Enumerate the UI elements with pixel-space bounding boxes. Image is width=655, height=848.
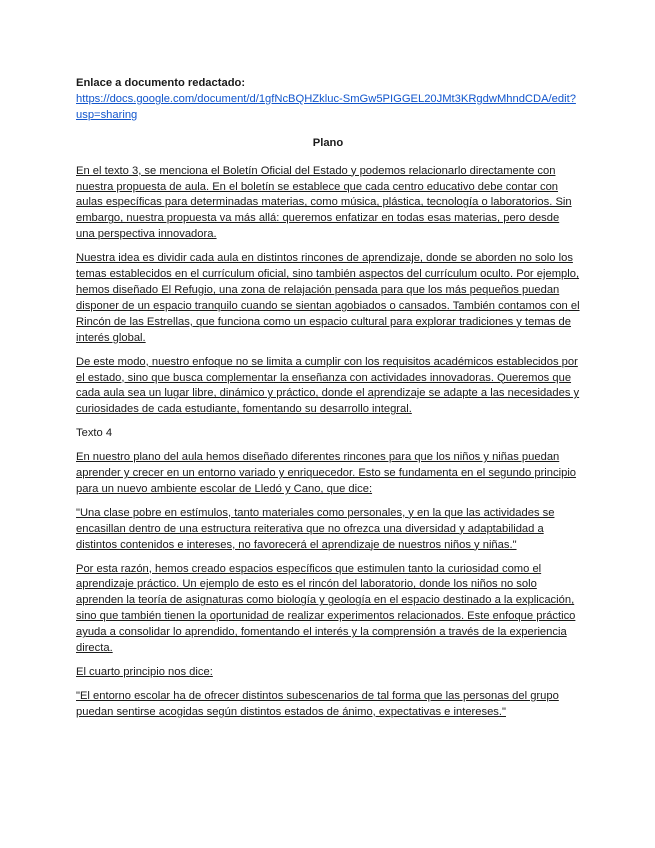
paragraph-laboratorio: Por esta razón, hemos creado espacios específicos que estimulen tanto la curiosidad como el aprendizaje práctico. Un ejemplo de esto es el rincón del laboratorio, donde los niños no solo aprenden la teoría de asignaturas como biología y geología en el espacio destinado a la explicación, sino que también tienen la oportunidad de realizar experimentos relacionados. Este enfoque práctico ayuda a consolidar lo aprendido, fomentando el interés y la comprensión a través de la experiencia directa. [76,562,576,655]
link-heading: Enlace a documento redactado: [76,77,246,89]
paragraph-plano-aula: En nuestro plano del aula hemos diseñado diferentes rincones para que los niños y niñas puedan aprender y crecer en un entorno variado y enriquecedor. Esto se fundamenta en el segundo principio para un nuevo ambiente escolar de Lledó y Cano, que dice: [76,451,577,495]
paragraph-texto3: En el texto 3, se menciona el Boletín Oficial del Estado y podemos relacionarlo directamente con nuestra propuesta de aula. En el boletín se establece que cada centro educativo debe contar con aulas específicas para determinadas materias, como música, plástica, tecnología o laboratorios. Sin embargo, nuestra propuesta va más allá: queremos enfatizar en todas esas materias, pero desde una perspectiva innovadora. [76,164,572,241]
paragraph-enfoque: De este modo, nuestro enfoque no se limita a cumplir con los requisitos académicos establecidos por el estado, sino que busca complementar la enseñanza con actividades innovadoras. Queremos que cada aula sea un lugar libre, dinámico y práctico, donde el aprendizaje se adapte a las necesidades y curiosidades de cada estudiante, fomentando su desarrollo integral. [76,355,580,416]
quote-segundo-principio: "Una clase pobre en estímulos, tanto materiales como personales, y en la que las actividades se encasillan dentro de una estructura reiterativa que no ofrezca una diversidad y adaptabilidad a distintos contenidos e intereses, no favorecerá el aprendizaje de nuestros niños y niñas." [76,506,555,551]
texto4-label: Texto 4 [76,427,113,440]
paragraph-rincones: Nuestra idea es dividir cada aula en distintos rincones de aprendizaje, donde se aborden no solo los temas establecidos en el currículum oficial, sino también aspectos del currículum oculto. Por ejemplo, hemos diseñado El Refugio, una zona de relajación pensada para que los más pequeños puedan disponer de un espacio tranquilo cuando se sientan agobiados o cansados. También contamos con el Rincón de las Estrellas, que funciona como un espacio cultural para explorar tradiciones y temas de interés global. [76,252,580,344]
document-page [76,76,580,729]
paragraph-cuarto-principio: El cuarto principio nos dice: [76,666,213,678]
document-link[interactable]: https://docs.google.com/document/d/1gfNcBQHZkluc-SmGw5PIGGEL20JMt3KRgdwMhndCDA/edit?usp=sharing [76,92,576,121]
section-title: Plano [312,136,344,149]
quote-cuarto-principio: "El entorno escolar ha de ofrecer distintos subescenarios de tal forma que las personas del grupo puedan sentirse acogidas según distintos estados de ánimo, expectativas e intereses." [76,689,559,718]
